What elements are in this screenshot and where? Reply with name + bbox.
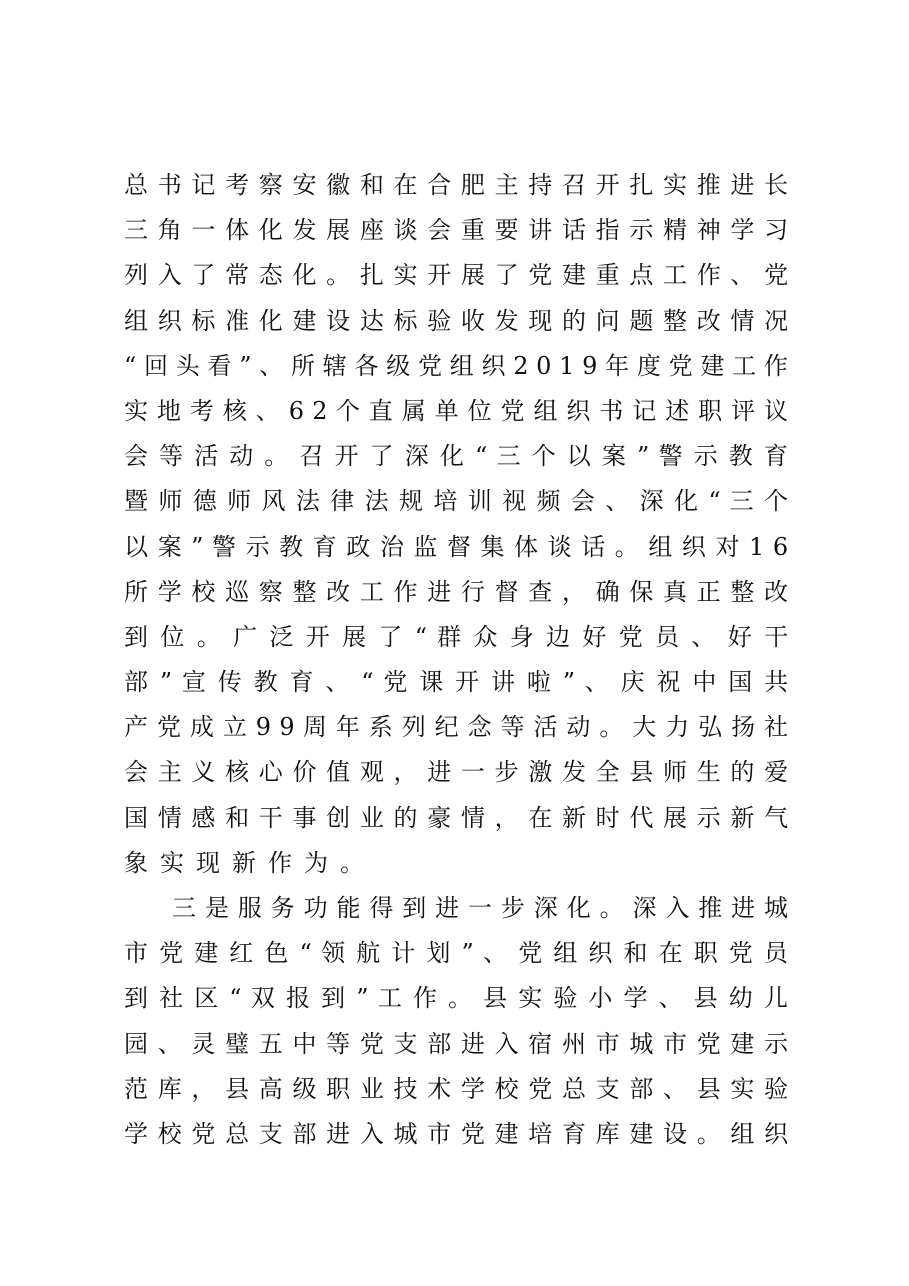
text-line: 学 校 党 总 支 部 进 入 城 市 党 建 培 育 库 建 设 。 组 织 [124,1119,789,1148]
text-line: 国 情 感 和 干 事 创 业 的 豪 情 ， 在 新 时 代 展 示 新 气 [124,803,789,832]
text-line: 组 织 标 准 化 建 设 达 标 验 收 发 现 的 问 题 整 改 情 况 [124,306,789,335]
text-line: 总 书 记 考 察 安 徽 和 在 合 肥 主 持 召 开 扎 实 推 进 长 [124,171,789,199]
text-line: 市 党 建 红 色 “ 领 航 计 划 ” 、 党 组 织 和 在 职 党 员 [124,939,788,968]
text-line: 会 主 义 核 心 价 值 观 ， 进 一 步 激 发 全 县 师 生 的 爱 [124,758,789,787]
text-line: 以 案 ” 警 示 教 育 政 治 监 督 集 体 谈 话 。 组 织 对 1 6 [124,532,789,561]
text-line: 到 社 区 “ 双 报 到 ” 工 作 。 县 实 验 小 学 、 县 幼 儿 [124,984,788,1013]
text-line: 三 角 一 体 化 发 展 座 谈 会 重 要 讲 话 指 示 精 神 学 习 [124,216,789,245]
text-line: 园 、 灵 璧 五 中 等 党 支 部 进 入 宿 州 市 城 市 党 建 示 [124,1029,789,1058]
text-line: 到 位 。 广 泛 开 展 了 “ 群 众 身 边 好 党 员 、 好 干 [124,622,789,651]
text-line: 会 等 活 动 。 召 开 了 深 化 “ 三 个 以 案 ” 警 示 教 育 [124,442,788,471]
text-line: 暨 师 德 师 风 法 律 法 规 培 训 视 频 会 、 深 化 “ 三 个 [124,487,789,516]
document-body [124,163,788,1157]
paragraph-end-line: 象实现新作为。 [124,848,376,877]
paragraph-first-line: 三 是 服 务 功 能 得 到 进 一 步 深 化 。 深 入 推 进 城 [172,894,789,922]
text-line: 产 党 成 立 9 9 周 年 系 列 纪 念 等 活 动 。 大 力 弘 扬 社 [124,713,788,742]
text-line: 列 入 了 常 态 化 。 扎 实 开 展 了 党 建 重 点 工 作 、 党 [124,261,789,290]
text-line: 实 地 考 核 、 6 2 个 直 属 单 位 党 组 织 书 记 述 职 评 议 [124,396,788,425]
text-line: 所 学 校 巡 察 整 改 工 作 进 行 督 查 ， 确 保 真 正 整 改 [124,577,789,606]
text-line: 部 ” 宣 传 教 育 、 “ 党 课 开 讲 啦 ” 、 庆 祝 中 国 共 [124,668,789,697]
text-line: “ 回 头 看 ” 、 所 辖 各 级 党 组 织 2 0 1 9 年 度 党 建 工 作 [124,351,788,380]
text-line: 范 库 ， 县 高 级 职 业 技 术 学 校 党 总 支 部 、 县 实 验 [124,1074,789,1103]
